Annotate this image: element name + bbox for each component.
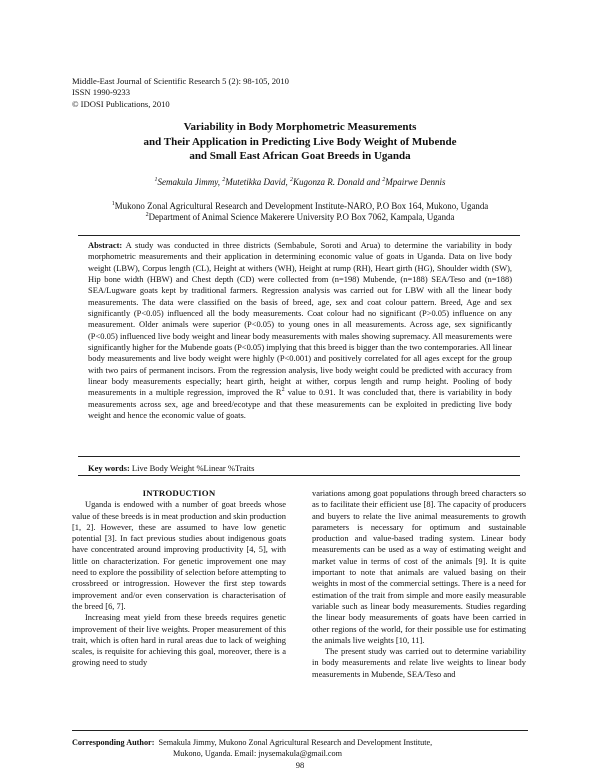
author-affil-sup: 2 [289, 177, 293, 183]
keywords [88, 463, 512, 473]
affiliation-sup: 1 [111, 201, 115, 208]
paragraph: Increasing meat yield from these breeds requires genetic improvement of their live weights. Proper measurement of this trait, which is often hard in rural areas due to lack of weighing scales, is requisite for achieving this goal, moreover, there is a growing need to study [72, 612, 286, 668]
author-affil-sup: 2 [222, 177, 226, 183]
journal-header [72, 76, 289, 110]
journal-issn: ISSN 1990-9233 [72, 87, 131, 98]
title-line: Variability in Body Morphometric Measurements [183, 121, 417, 133]
abstract-sup: 2 [281, 387, 285, 394]
author-conjunction: and [366, 177, 380, 187]
abstract-bottom-rule [78, 456, 520, 457]
section-heading-introduction: INTRODUCTION [142, 488, 216, 498]
affiliation-line [60, 212, 540, 223]
author-name: Kugonza R. Donald [292, 177, 365, 187]
keywords-label: Key words: [88, 463, 130, 473]
abstract-text: A study was conducted in three districts (Sembabule, Soroti and Arua) to determine the variability in body morphometric measurements and their application in determining economic value of goats in Uganda. Data on live body weight (LBW), Corpus length (CL), Height at withers (WH), Height at rump (RH), Heart girth (HG), Shoulder width (SW), Hip bone width (HBW) and Chest depth (CD) were collected from (n=198) Mubende, (n=188) SEA/Teso and (n=188) SEA/Lugware goats kept by traditional farmers. Regression analysis was carried out for LBW with all the linear body measurements. The data were classified on the basis of breed, age, sex and coat colour pattern. Breed, Age and sex significantly (P<0.05) influenced all the body measurements. Coat colour had no significant (P>0.05) influence on any measurement. Older animals were superior (P<0.05) to young ones in all measurements. Across age, sex significantly (P<0.05) influenced live body weight and linear body measurements with males showing supremacy. All measurements were significantly higher for the Mubende goats (P<0.05) implying that this breed is bigger than the two contemporaries. All linear body measurements and live body weight were highly (P<0.001) and positively correlated for all ages except for the group with two pairs of permanent incisors. From the regression analysis, live body weight could be predicted with accuracy from linear body measurements especially; heart girth, height at wither, corpus length and rump height. Pooling of body measurements in a multiple regression, improved the R [88, 240, 512, 398]
affiliation-sup: 2 [145, 212, 149, 219]
keywords-bottom-rule [78, 475, 520, 476]
affiliations [60, 201, 540, 224]
corr-line: Mukono, Uganda. Email: jnysemakula@gmail.com [173, 749, 342, 759]
keywords-text: Live Body Weight %Linear %Traits [131, 463, 255, 473]
title-line: and Small East African Goat Breeds in Uganda [189, 150, 411, 162]
affiliation-text: Department of Animal Science Makerere University P.O Box 7062, Kampala, Uganda [148, 212, 455, 223]
corr-line [72, 737, 432, 748]
author-name: Mutetikka David, [225, 177, 288, 187]
journal-copyright: © IDOSI Publications, 2010 [72, 98, 170, 109]
paragraph: Uganda is endowed with a number of goat breeds whose value of these breeds is in meat production and skin production [1, 2]. However, these are assumed to have low genetic potential [3]. In fact previous studies about indigenous goats have concentrated around improving productivity [4, 5], with little on characterization. For genetic improvement one may need to explore the possibility of selection before attempting to crossbreed or introgression. However the first step towards improvement and/or even conservation is characterisation of the breed [6, 7]. [72, 499, 286, 611]
corr-label: Corresponding Author: [72, 738, 155, 747]
body-column-left [72, 488, 286, 669]
body-column-right [312, 488, 526, 680]
abstract [88, 240, 512, 422]
abstract-top-rule [78, 235, 520, 236]
author-name: Semakula Jimmy, [157, 177, 220, 187]
author-name: Mpairwe Dennis [385, 177, 446, 187]
journal-citation: Middle-East Journal of Scientific Research 5 (2): 98-105, 2010 [72, 76, 289, 86]
page-number: 98 [295, 760, 305, 770]
footer-rule [72, 730, 528, 731]
paper-title [60, 120, 540, 164]
author-affil-sup: 2 [382, 177, 386, 183]
paragraph: The present study was carried out to determine variability in body measurements and relate live weights to linear body measurements in Mubende, SEA/Teso and [312, 646, 526, 679]
affiliation-line [60, 201, 540, 212]
affiliation-text: Mukono Zonal Agricultural Research and Development Institute-NARO, P.O Box 164, Mukono, Uganda [114, 201, 489, 211]
corr-text: Semakula Jimmy, Mukono Zonal Agricultural Research and Development Institute, [158, 738, 433, 747]
author-affil-sup: 1 [154, 177, 158, 183]
abstract-label: Abstract: [88, 240, 123, 250]
paragraph: variations among goat populations through breed characters so as to facilitate their efficient use [8]. The capacity of producers and buyers to relate the live animal measurements to growth parameters is necessary for optimum and sustainable production and value-based trading system. Linear body measurements can be used as a way of estimating weight and market value in terms of cost of the animals [9]. It is quite important to note that animals are valued basing on their weights in most of the commercial settings. There is a need for estimation of the trait from simple and more easily measurable variable such as linear body measurements. Studies regarding the linear body measurements of goats have been carried in other regions of the world, for their possible use for estimating the animals live weights [10, 11]. [312, 488, 526, 645]
corresponding-author [72, 737, 432, 760]
title-line: and Their Application in Predicting Live Body Weight of Mubende [143, 135, 457, 148]
author-list [60, 177, 540, 187]
abstract-text-cont: value to 0.91. It was concluded that, there is variability in body measurements across sex, age and breed/ecotype and that these measurements can be exploited in predicting live body weight and hence the economic value of goats. [88, 387, 512, 421]
